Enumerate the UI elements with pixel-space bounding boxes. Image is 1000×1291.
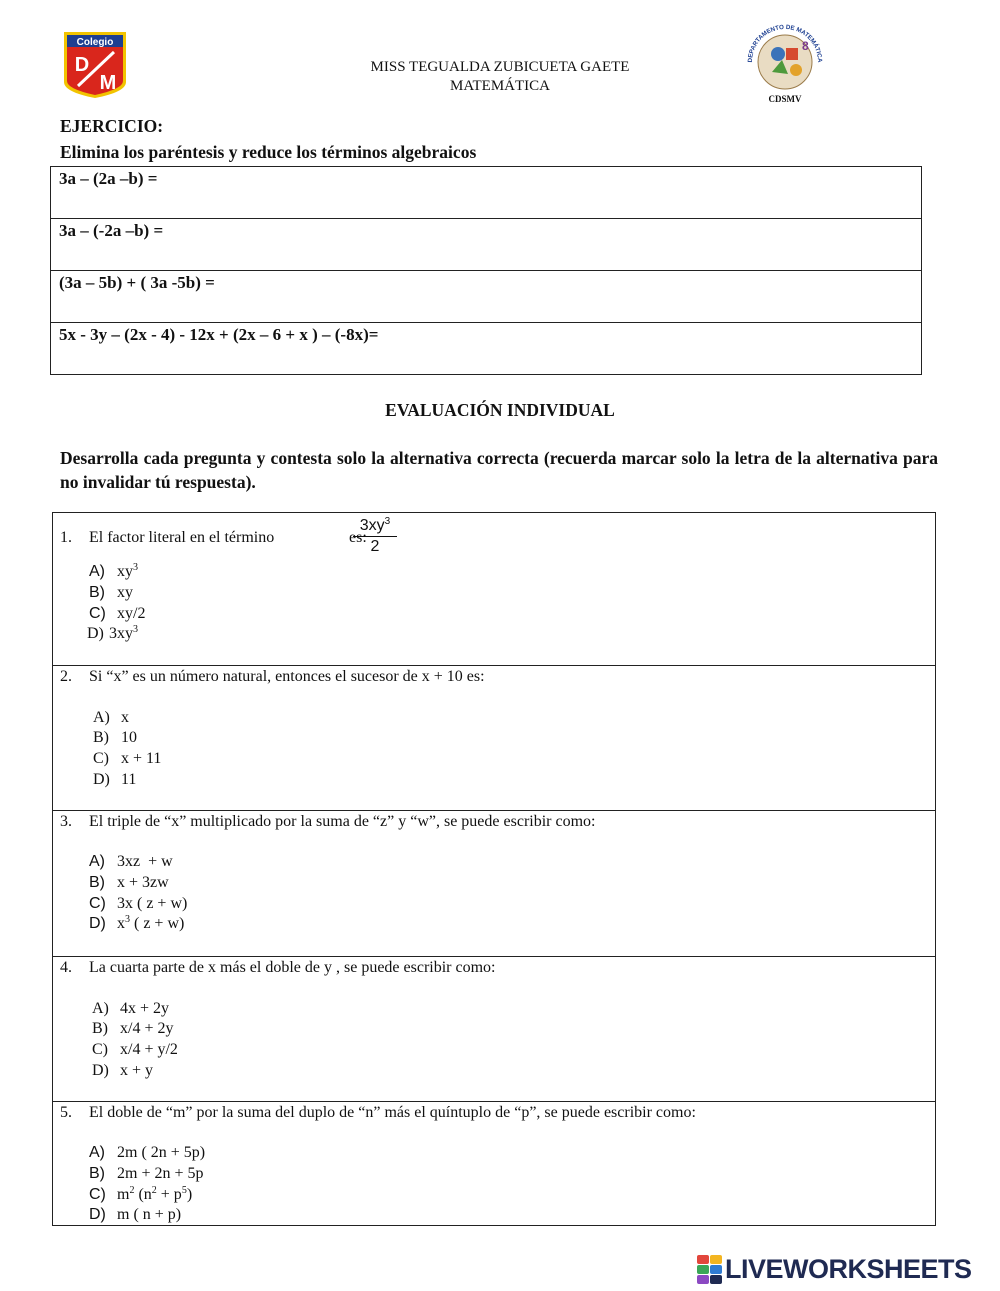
option-b[interactable]: B) 2m + 2n + 5p [89,1165,204,1182]
fraction-numerator-exponent: 3 [384,516,391,527]
question-text-after: es: [349,529,367,546]
question-1-text-line [60,529,274,547]
question-3 [53,810,935,957]
question-number: 5. [60,1104,72,1121]
question-text: Si “x” es un número natural, entonces el sucesor de x + 10 es: [89,668,485,685]
department-logo [742,20,828,104]
exercise-instruction: Elimina los paréntesis y reduce los términos algebraicos [60,142,477,162]
option-c[interactable]: C) x/4 + y/2 [92,1041,178,1058]
exercise-cell[interactable]: 5x - 3y – (2x - 4) - 12x + (2x – 6 + x ) – (-8x)= [51,323,922,375]
question-4 [53,956,935,1102]
question-1 [53,513,935,665]
fraction-numerator: $3xy^3$ [353,517,397,537]
fraction-denominator: 2 [370,538,380,555]
question-2 [53,665,935,811]
subject-name: MATEMÁTICA [450,78,550,94]
svg-text:M: M [99,72,117,94]
question-number: 3. [60,813,72,830]
option-d[interactable]: D) $x^3$ ( z + w) [89,914,185,932]
option-c[interactable]: C) x + 11 [93,750,162,767]
exercise-row [51,219,922,271]
svg-text:8: 8 [802,39,809,53]
evaluation-instruction: Desarrolla cada pregunta y contesta solo la alternativa correcta (recuerda marcar solo la letra de la alternativa para no invalidar tú respuesta). [60,448,938,492]
option-b[interactable]: B) x + 3zw [89,874,169,891]
exercise-row [51,323,922,375]
option-a[interactable]: A) 2m ( 2n + 5p) [89,1144,206,1161]
option-d[interactable]: D) x + y [92,1062,154,1079]
option-c[interactable]: C) 3x ( z + w) [89,895,188,912]
exercise-title: EJERCICIO: [60,116,164,136]
exercise-row [51,167,922,219]
question-number: 2. [60,668,72,685]
question-5 [53,1101,935,1226]
questions-box [52,512,936,1226]
liveworksheets-logo-icon [697,1255,723,1285]
option-a[interactable]: A) $xy^3$ [89,562,138,580]
department-logo-ring: DEPARTAMENTO DE MATEMÁTICA [746,23,824,63]
exercise-cell[interactable]: 3a – (-2a –b) = [51,219,922,271]
header-text [300,58,700,96]
option-b[interactable]: B) 10 [93,729,137,746]
option-a[interactable]: A) x [93,709,129,726]
option-d[interactable]: D) $3xy^3$ [87,624,138,642]
exercise-cell[interactable]: (3a – 5b) + ( 3a -5b) = [51,271,922,323]
svg-text:D: D [74,54,90,76]
question-number: 4. [60,959,72,976]
evaluation-title: EVALUACIÓN INDIVIDUAL [385,400,615,420]
option-d[interactable]: D) 11 [93,771,137,788]
question-number: 1. [60,529,72,546]
option-a[interactable]: A) 3xz + w [89,853,173,870]
question-2-text-line [60,668,485,686]
school-logo-line1: Colegio [76,37,114,48]
question-text: La cuarta parte de x más el doble de y , se puede escribir como: [89,959,496,976]
option-c[interactable]: C) xy/2 [89,605,146,622]
question-text: El doble de “m” por la suma del duplo de “n” más el quíntuplo de “p”, se puede escribir como: [89,1104,696,1121]
department-logo-label: CDSMV [768,94,802,104]
question-3-text-line [60,813,595,831]
question-5-text-line [60,1104,696,1122]
option-b[interactable]: B) x/4 + 2y [92,1020,174,1037]
option-b[interactable]: B) xy [89,584,133,601]
exercise-table [50,166,922,375]
exercise-cell[interactable]: 3a – (2a –b) = [51,167,922,219]
question-text: El triple de “x” multiplicado por la suma de “z” y “w”, se puede escribir como: [89,813,596,830]
school-logo [62,30,128,100]
question-4-text-line [60,959,496,977]
option-c[interactable]: C) $m^2$ $(n^2 + p^5)$ [89,1185,193,1203]
option-d[interactable]: D) m ( n + p) [89,1206,182,1223]
liveworksheets-text: LIVEWORKSHEETS [725,1254,972,1284]
option-a[interactable]: A) 4x + 2y [92,1000,170,1017]
exercise-row [51,271,922,323]
question-text: El factor literal en el término [89,529,275,546]
teacher-name: MISS TEGUALDA ZUBICUETA GAETE [370,59,630,75]
